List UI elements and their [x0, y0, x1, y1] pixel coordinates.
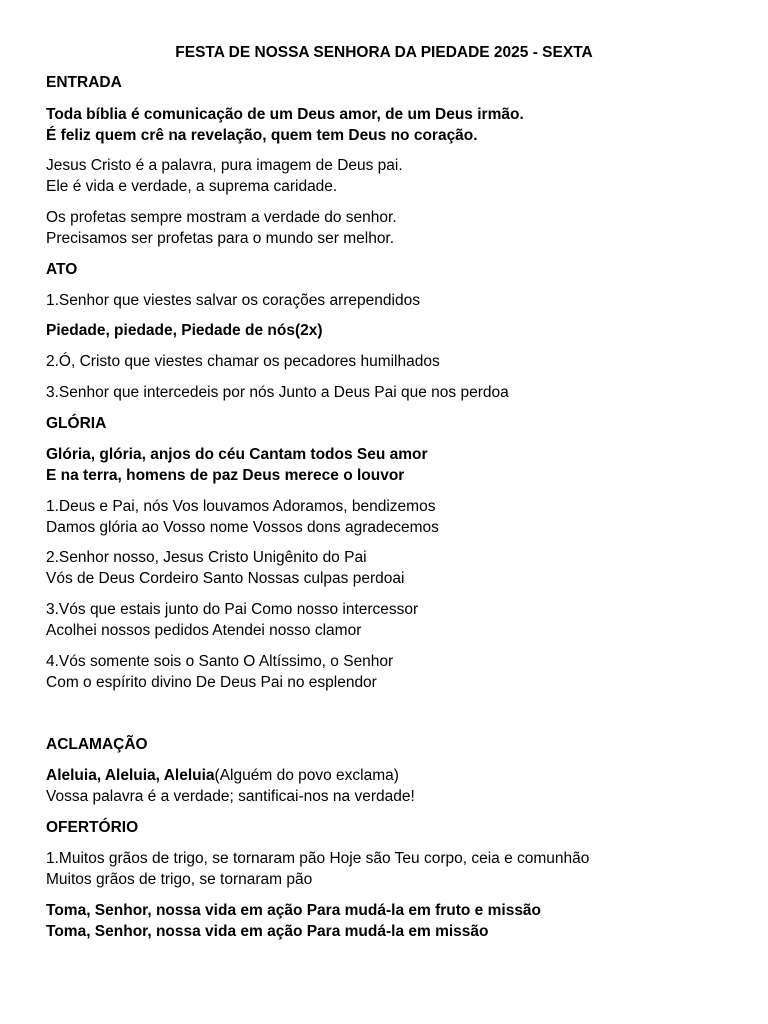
- aclamacao-note-text: (Alguém do povo exclama): [214, 767, 399, 784]
- gloria-verse2-line-2: Vós de Deus Cordeiro Santo Nossas culpas perdoai: [46, 570, 405, 587]
- aclamacao-bold-text: Aleluia, Aleluia, Aleluia: [46, 767, 215, 784]
- ofertorio-verse1-line-1: 1.Muitos grãos de trigo, se tornaram pão Hoje são Teu corpo, ceia e comunhão: [46, 850, 590, 867]
- entrada-refrain-line-1: Toda bíblia é comunicação de um Deus amor, de um Deus irmão.: [46, 106, 524, 123]
- heading-ofertorio: OFERTÓRIO: [46, 819, 139, 836]
- gloria-refrain-line-2: E na terra, homens de paz Deus merece o louvor: [46, 467, 405, 484]
- gloria-verse1-line-1: 1.Deus e Pai, nós Vos louvamos Adoramos, bendizemos: [46, 498, 436, 515]
- entrada-verse1-line-1: Jesus Cristo é a palavra, pura imagem de Deus pai.: [46, 157, 403, 174]
- ato-line-1: 1.Senhor que viestes salvar os corações arrependidos: [46, 292, 420, 309]
- ato-line-3: 3.Senhor que intercedeis por nós Junto a Deus Pai que nos perdoa: [46, 384, 509, 401]
- gloria-refrain-line-1: Glória, glória, anjos do céu Cantam todos Seu amor: [46, 446, 428, 463]
- heading-ato: ATO: [46, 261, 78, 278]
- page-title: FESTA DE NOSSA SENHORA DA PIEDADE 2025 - SEXTA: [175, 44, 593, 61]
- ato-line-2: 2.Ó, Cristo que viestes chamar os pecadores humilhados: [46, 353, 440, 370]
- aclamacao-line-2: Vossa palavra é a verdade; santificai-nos na verdade!: [46, 788, 415, 805]
- gloria-verse4-line-1: 4.Vós somente sois o Santo O Altíssimo, o Senhor: [46, 653, 394, 670]
- heading-aclamacao: ACLAMAÇÃO: [46, 736, 148, 753]
- ofertorio-refrain-line-1: Toma, Senhor, nossa vida em ação Para mudá-la em fruto e missão: [46, 902, 542, 919]
- ato-refrain: Piedade, piedade, Piedade de nós(2x): [46, 322, 323, 339]
- gloria-verse2-line-1: 2.Senhor nosso, Jesus Cristo Unigênito do Pai: [46, 549, 367, 566]
- heading-entrada: ENTRADA: [46, 74, 122, 91]
- gloria-verse1-line-2: Damos glória ao Vosso nome Vossos dons agradecemos: [46, 519, 439, 536]
- entrada-verse1-line-2: Ele é vida e verdade, a suprema caridade.: [46, 178, 338, 195]
- entrada-refrain-line-2: É feliz quem crê na revelação, quem tem Deus no coração.: [46, 127, 478, 144]
- gloria-verse4-line-2: Com o espírito divino De Deus Pai no esplendor: [46, 674, 377, 691]
- ofertorio-verse1-line-2: Muitos grãos de trigo, se tornaram pão: [46, 871, 313, 888]
- entrada-verse2-line-2: Precisamos ser profetas para o mundo ser melhor.: [46, 230, 395, 247]
- gloria-verse3-line-1: 3.Vós que estais junto do Pai Como nosso intercessor: [46, 601, 419, 618]
- aclamacao-line-1: [46, 766, 399, 786]
- heading-gloria: GLÓRIA: [46, 415, 107, 432]
- entrada-verse2-line-1: Os profetas sempre mostram a verdade do senhor.: [46, 209, 397, 226]
- gloria-verse3-line-2: Acolhei nossos pedidos Atendei nosso clamor: [46, 622, 362, 639]
- ofertorio-refrain-line-2: Toma, Senhor, nossa vida em ação Para mudá-la em missão: [46, 923, 489, 940]
